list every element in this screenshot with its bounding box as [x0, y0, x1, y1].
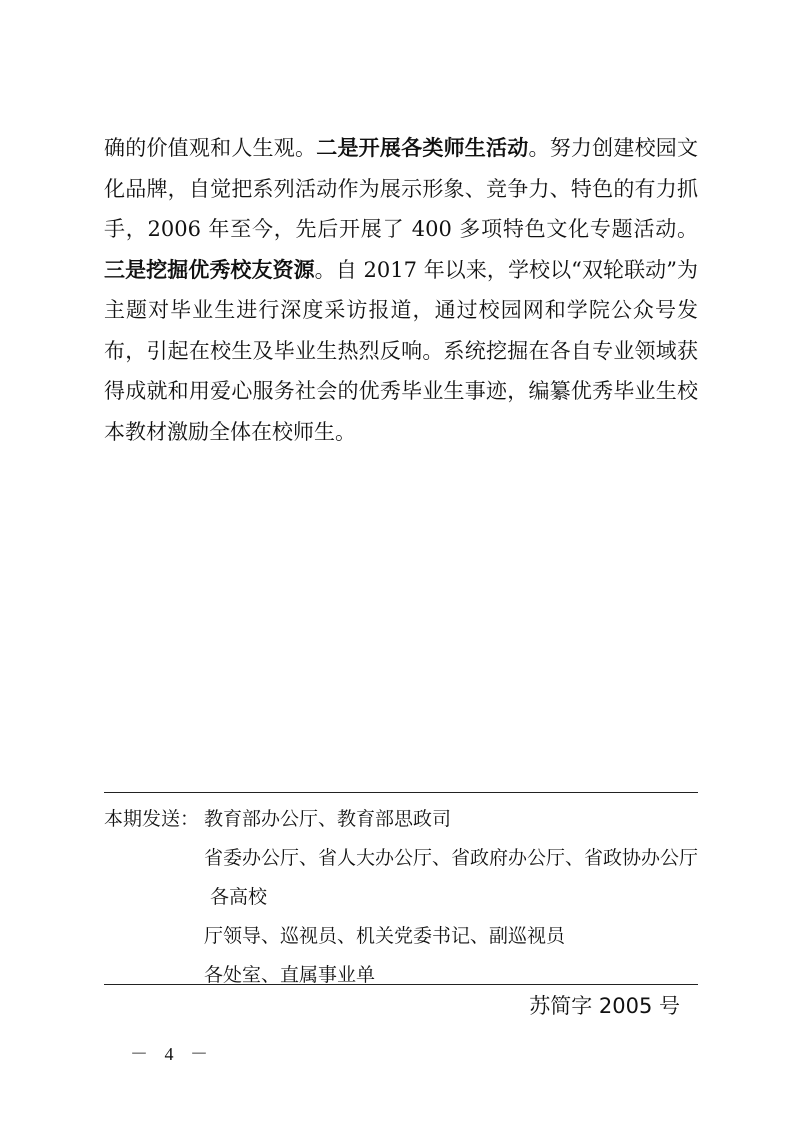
page-number: － 4 － — [130, 1044, 214, 1064]
recipient-line: 教育部办公厅、教育部思政司 — [204, 808, 452, 830]
bold-heading-activities: 二是开展各类师生活动 — [316, 135, 529, 160]
distribution-list — [104, 800, 704, 995]
text-segment: 。自 2017 年以来，学校以“双轮联动”为主题对毕业生进行深度采访报道，通过校园网和学院公众号发布，引起在校生及毕业生热烈反响。系统挖掘在各自专业领域获得成就和用爱心服务社会的优秀毕业生事迹，编纂优秀毕业生校本教材激励全体在校师生。 — [104, 257, 699, 444]
recipient-line: 省委办公厅、省人大办公厅、省政府办公厅、省政协办公厅 — [204, 847, 699, 869]
distribution-row — [104, 878, 704, 917]
top-divider — [104, 792, 698, 793]
paragraph-text — [104, 128, 698, 452]
text-segment: 。努力创建校园文化品牌，自觉把系列活动作为展示形象、竞争力、特色的有力抓手，2006 年至今，先后开展了 400 多项特色文化专题活动。 — [104, 136, 699, 241]
bottom-divider — [104, 984, 698, 985]
recipient-line: 各高校 — [204, 886, 268, 908]
distribution-row — [104, 800, 704, 839]
document-number: 苏简字 2005 号 — [529, 994, 680, 1018]
bold-heading-alumni: 三是挖掘优秀校友资源 — [104, 256, 315, 282]
recipient-line: 厅领导、巡视员、机关党委书记、副巡视员 — [204, 925, 566, 947]
distribution-row — [104, 839, 704, 878]
distribution-row — [104, 917, 704, 956]
text-segment: 确的价值观和人生观。 — [104, 136, 317, 160]
distribution-label: 本期发送： — [104, 808, 200, 830]
body-paragraph — [104, 128, 698, 452]
recipient-line: 各处室、直属事业单 — [204, 964, 376, 986]
